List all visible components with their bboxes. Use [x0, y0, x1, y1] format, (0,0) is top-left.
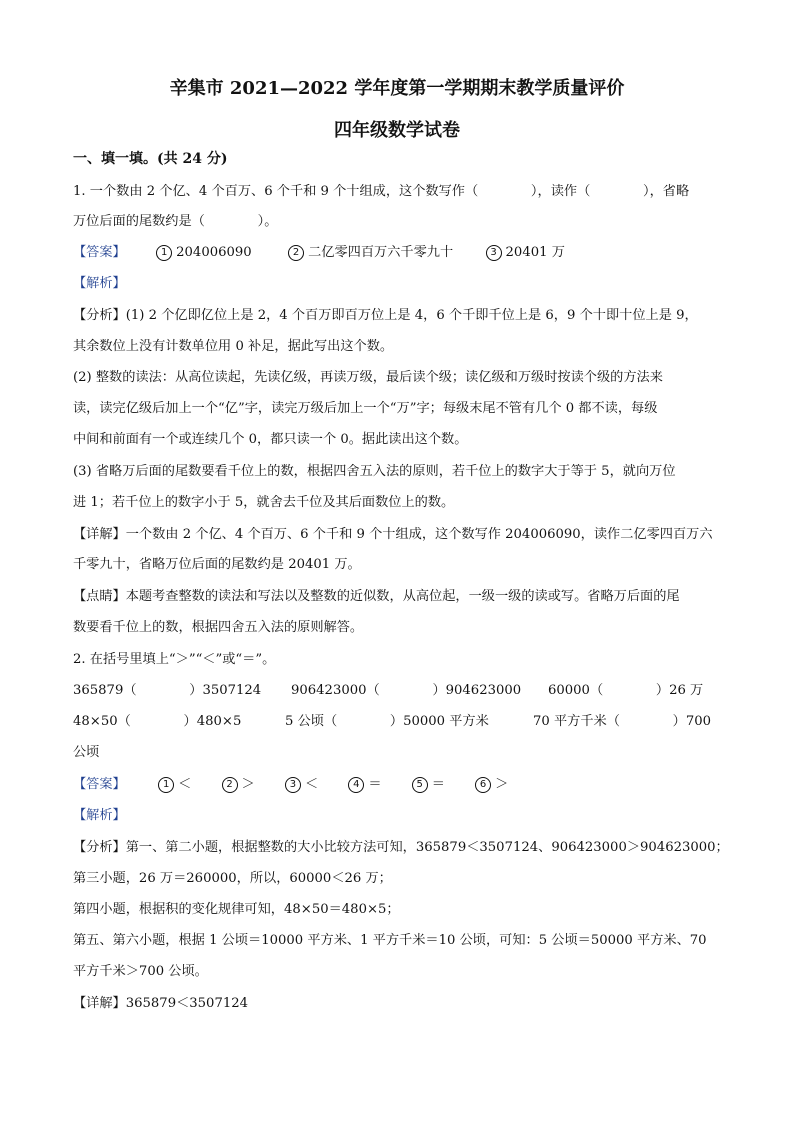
q2-answer-row — [73, 776, 522, 794]
q1-stem-line2: 万位后面的尾数约是（ ）。 — [73, 214, 278, 229]
q1-analysis-line7: 进 1；若千位上的数字小于 5，就舍去千位及其后面数位上的数。 — [73, 495, 455, 510]
q2-item-5: 5 公顷（ ）50000 平方米 — [285, 714, 489, 729]
q2-answer-5: 5 ＝ — [412, 776, 445, 794]
q2-item-6-cont: 公顷 — [73, 745, 100, 760]
q2-analysis-line2: 第三小题，26 万＝260000，所以，60000＜26 万； — [73, 871, 392, 886]
q1-jiexi-tag: 【解析】 — [73, 276, 126, 291]
q1-analysis-line4: 读，读完亿级后加上一个“亿”字，读完万级后加上一个“万”字；每级末尾不管有几个 0 都不读，每级 — [73, 401, 658, 416]
q1-answer-row — [73, 244, 579, 262]
q2-item-4: 48×50（ ）480×5 — [73, 714, 242, 729]
q1-analysis-line6: (3) 省略万后面的尾数要看千位上的数，根据四舍五入法的原则，若千位上的数字大于等于 5，就向万位 — [73, 464, 676, 479]
q1-detail-line1: 【详解】一个数由 2 个亿、4 个百万、6 个千和 9 个十组成，这个数写作 204006090，读作二亿零四百万六 — [73, 527, 713, 542]
q1-analysis-line3: (2) 整数的读法：从高位读起，先读亿级，再读万级，最后读个级；读亿级和万级时按读个级的方法来 — [73, 370, 663, 385]
q1-detail-line2: 千零九十，省略万位后面的尾数约是 20401 万。 — [73, 557, 361, 572]
q2-item-6: 70 平方千米（ ）700 — [533, 714, 712, 729]
q2-analysis-line3: 第四小题，根据积的变化规律可知，48×50＝480×5； — [73, 902, 400, 917]
q2-detail-line1: 【详解】365879＜3507124 — [73, 996, 249, 1011]
answer-tag: 【答案】 — [73, 777, 126, 792]
q1-analysis-line1: 【分析】(1) 2 个亿即亿位上是 2，4 个百万即百万位上是 4，6 个千即千位上是 6，9 个十即十位上是 9， — [73, 308, 698, 323]
q1-analysis-line5: 中间和前面有一个或连续几个 0，都只读一个 0。据此读出这个数。 — [73, 432, 468, 447]
exam-title: 辛集市 2021—2022 学年度第一学期期末教学质量评价 — [169, 78, 625, 99]
q2-stem: 2. 在括号里填上“＞”“＜”或“＝”。 — [73, 652, 276, 667]
section-heading: 一、填一填。(共 24 分) — [73, 151, 228, 167]
q1-point-line2: 数要看千位上的数，根据四舍五入法的原则解答。 — [73, 620, 364, 635]
q2-item-3: 60000（ ）26 万 — [548, 683, 704, 698]
q2-item-1: 365879（ ）3507124 — [73, 683, 262, 698]
q2-item-2: 906423000（ ）904623000 — [291, 683, 522, 698]
q2-answer-6: 6 ＞ — [475, 776, 508, 794]
q1-answer-3: 3 20401 万 — [486, 244, 565, 262]
q2-answer-1: 1 ＜ — [158, 776, 191, 794]
q1-answer-2: 2 二亿零四百万六千零九十 — [288, 244, 453, 262]
q2-answer-3: 3 ＜ — [285, 776, 318, 794]
q1-point-line1: 【点睛】本题考查整数的读法和写法以及整数的近似数，从高位起，一级一级的读或写。省略万后面的尾 — [73, 589, 680, 604]
exam-subtitle: 四年级数学试卷 — [334, 120, 460, 141]
q1-analysis-line2: 其余数位上没有计数单位用 0 补足，据此写出这个数。 — [73, 339, 394, 354]
q2-analysis-line4: 第五、第六小题，根据 1 公顷＝10000 平方米、1 平方千米＝10 公顷，可知：5 公顷＝50000 平方米、70 — [73, 933, 707, 948]
q2-jiexi-tag: 【解析】 — [73, 808, 126, 823]
q2-analysis-line5: 平方千米＞700 公顷。 — [73, 964, 208, 979]
q2-answer-2: 2 ＞ — [222, 776, 255, 794]
q2-analysis-line1: 【分析】第一、第二小题，根据整数的大小比较方法可知，365879＜3507124、906423000＞904623000； — [73, 840, 729, 855]
answer-tag: 【答案】 — [73, 245, 126, 260]
q1-stem-line1: 1. 一个数由 2 个亿、4 个百万、6 个千和 9 个十组成，这个数写作（ ），读作（ ），省略 — [73, 184, 690, 199]
q1-answer-1: 1 204006090 — [156, 244, 252, 262]
q2-answer-4: 4 ＝ — [348, 776, 381, 794]
